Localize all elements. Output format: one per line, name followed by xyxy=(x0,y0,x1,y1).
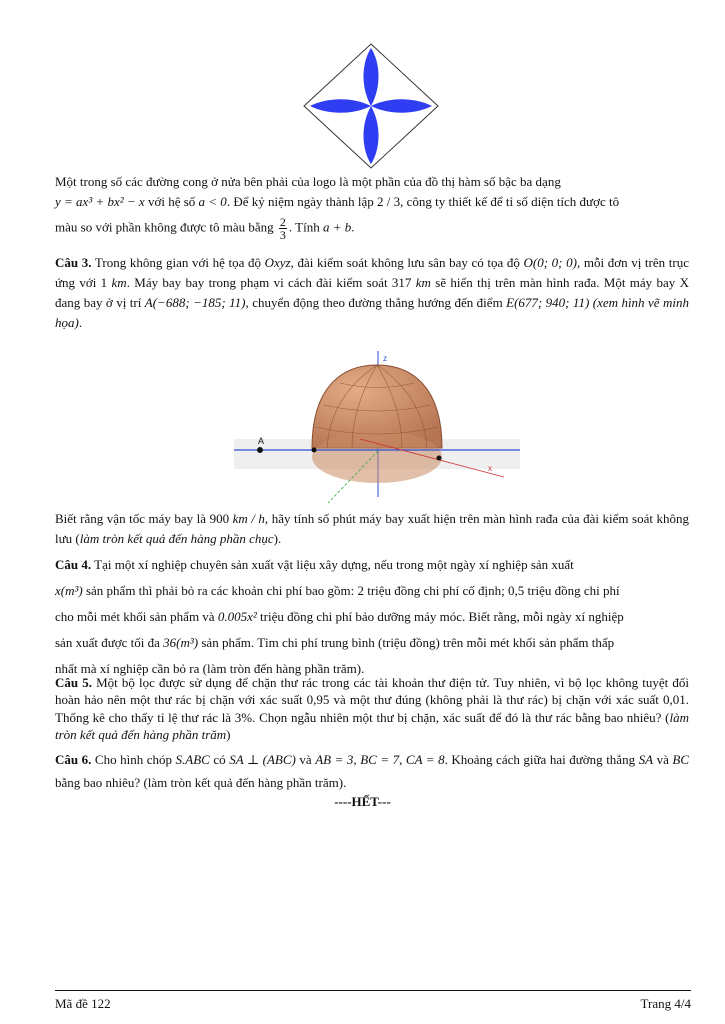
intro-text: . Tính xyxy=(288,219,323,235)
q3-text: Trong không gian với hệ tọa độ xyxy=(91,255,265,270)
q4-text: nhất mà xí nghiệp cần bỏ ra (làm tròn đến hàng phần trăm). xyxy=(55,661,365,676)
q3-text: , chuyển động theo đường thẳng hướng đến điểm xyxy=(245,295,507,310)
q5-text: Một bộ lọc được sử dụng để chặn thư rác trong các tài khoản thư điện tử. Tuy nhiên, vì bộ lọc không tuyệt đối hoàn hảo nên một thư rác bị chặn với xác suất 0,95 và một thư đúng (không phải là thư rác) bị chặn với xác suất 0,01. Thống kê cho thấy tỉ lệ thư rác là 3%. Chọn ngẫu nhiên một thư bị chặn, xác suất để đó là thư rác bằng bao nhiêu? ( xyxy=(55,675,689,725)
speed-unit: km / h xyxy=(232,511,265,526)
cubic-formula: y = ax³ + bx² − x xyxy=(55,194,145,209)
q4-line-4 xyxy=(55,630,689,656)
q4-line-2 xyxy=(55,578,689,604)
coordinate-system: Oxyz xyxy=(264,255,291,270)
q4-text: sản phẩm. Tìm chi phí trung bình (triệu đồng) trên mỗi mét khối sản phẩm thấp xyxy=(198,635,615,650)
point-a-label: A xyxy=(258,436,265,446)
q3b-text: Biết rằng vận tốc máy bay là 900 xyxy=(55,511,233,526)
q5-text: ) xyxy=(226,727,231,743)
end-marker: ----HẾT--- xyxy=(334,794,391,809)
point-e: E(677; 940; 11) xyxy=(506,295,590,310)
q4-line-3 xyxy=(55,604,689,630)
edge-ca: CA = 8 xyxy=(405,752,445,767)
q6-text: bằng bao nhiêu? (làm tròn kết quả đến hàng phần trăm). xyxy=(55,775,347,790)
intro-line-2 xyxy=(55,192,689,212)
origin-point: O(0; 0; 0) xyxy=(523,255,577,270)
intersection-marker xyxy=(437,456,442,461)
question-3-label: Câu 3. xyxy=(55,255,92,270)
q4-text: cho mỗi mét khối sản phẩm và xyxy=(55,609,218,624)
figure-note: (xem hình vẽ minh họa) xyxy=(55,295,689,330)
q6-text: và xyxy=(653,752,673,767)
point-a: A(−688; −185; 11) xyxy=(144,295,246,310)
target-expression: a + b xyxy=(322,219,352,235)
question-4 xyxy=(55,552,689,682)
question-5-label: Câu 5. xyxy=(55,675,92,690)
intro-text: với hệ số xyxy=(144,194,199,209)
intro-line-3 xyxy=(55,216,689,241)
q3-text: sẽ hiển thị trên màn hình rađa. Một máy bay X đang bay ở vị trí xyxy=(55,275,689,310)
pyramid-name: S.ABC xyxy=(175,752,210,767)
ratio-fraction xyxy=(279,216,287,241)
exam-code: Mã đề 122 xyxy=(55,996,111,1011)
max-output: 36(m³) xyxy=(163,635,199,650)
point-a-marker xyxy=(257,447,263,453)
fraction-denominator: 3 xyxy=(279,228,286,242)
fraction-numerator: 2 xyxy=(279,215,286,229)
dome-base xyxy=(312,431,442,483)
q3-text: . Máy bay bay trong phạm vi cách đài kiểm soát 317 xyxy=(126,275,416,290)
q3-text: . xyxy=(78,315,83,330)
intersection-marker xyxy=(312,448,317,453)
question-3 xyxy=(55,253,689,333)
intro-line-1: Một trong số các đường cong ở nửa bên phải của logo là một phần của đồ thị hàm số bậc ba dạng xyxy=(55,174,561,189)
question-6-label: Câu 6. xyxy=(55,752,92,767)
question-4-label: Câu 4. xyxy=(55,557,92,572)
intro-text: . xyxy=(351,219,355,235)
intro-text: , công ty thiết kế để tỉ số diện tích được tô xyxy=(400,194,620,209)
unit-km: km xyxy=(111,275,127,290)
q6-text: Cho hình chóp xyxy=(91,752,176,767)
radar-dome-figure xyxy=(232,347,522,505)
q4-text: triệu đồng chi phí bảo dưỡng máy móc. Biết rằng, mỗi ngày xí nghiệp xyxy=(256,609,624,624)
q3b-text: , hãy tính số phút máy bay xuất hiện trên màn hình rađa của đài kiểm soát không lưu ( xyxy=(55,511,689,546)
question-6 xyxy=(55,748,689,794)
z-axis-label: z xyxy=(383,354,387,363)
question-3-continued xyxy=(55,509,689,549)
question-5 xyxy=(55,674,689,744)
page-number: Trang 4/4 xyxy=(640,996,691,1011)
intro-text: màu so với phần không được tô màu bằng xyxy=(55,219,277,235)
q4-line-1 xyxy=(55,552,689,578)
q4-text: sản phẩm thì phải bỏ ra các khoản chi phí bao gồm: 2 triệu đồng chi phí cố định; 0,5 triệu đồng chi phí xyxy=(82,583,620,598)
q6-text: và xyxy=(295,752,316,767)
four-petal-logo-icon xyxy=(302,42,440,170)
footer-divider xyxy=(55,990,691,991)
x-axis-label: x xyxy=(488,464,492,473)
q3b-text: ). xyxy=(273,531,282,546)
rounding-note: làm tròn kết quả đến hàng phần chục xyxy=(79,531,274,546)
intro-text: . Để kỷ niệm ngày thành lập xyxy=(226,194,377,209)
q6-text: . Khoảng cách giữa hai đường thẳng xyxy=(444,752,639,767)
edge-bc: BC = 7 xyxy=(360,752,400,767)
perpendicular-condition: SA ⊥ (ABC) xyxy=(229,752,296,767)
q6-text: có xyxy=(209,752,230,767)
production-quantity: x(m³) xyxy=(55,583,83,598)
line-bc: BC xyxy=(672,752,690,767)
coefficient-condition: a < 0 xyxy=(198,194,227,209)
intro-paragraph xyxy=(55,172,689,241)
q4-text: sản xuất được tối đa xyxy=(55,635,164,650)
edge-ab: AB = 3 xyxy=(315,752,354,767)
q4-text: Tại một xí nghiệp chuyên sản xuất vật liệu xây dựng, nếu trong một ngày xí nghiệp sản xuất xyxy=(91,557,574,572)
maintenance-cost: 0.005x² xyxy=(217,609,257,624)
rounding-note: làm tròn kết quả đến hàng phần trăm xyxy=(55,709,689,743)
line-sa: SA xyxy=(638,752,654,767)
q6-text: , xyxy=(353,752,361,767)
q3-text: , đài kiểm soát không lưu sân bay có tọa độ xyxy=(290,255,524,270)
q6-text: , xyxy=(399,752,406,767)
unit-km: km xyxy=(415,275,431,290)
founding-date: 2 / 3 xyxy=(377,194,401,209)
q3-text: , mỗi đơn vị trên trục ứng với 1 xyxy=(55,255,689,290)
